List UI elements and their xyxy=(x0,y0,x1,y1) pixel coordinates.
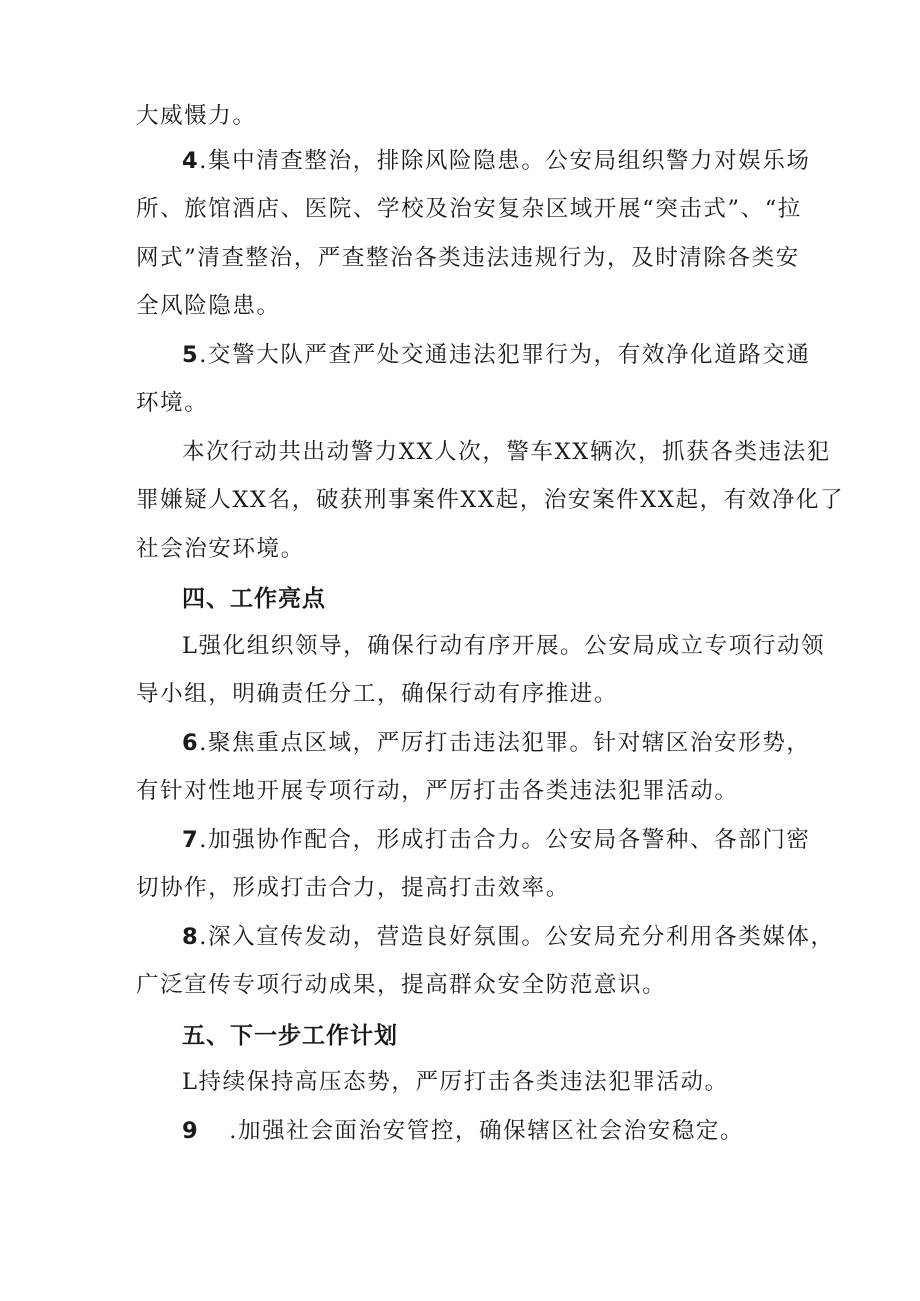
text-line: L持续保持高压态势，严厉打击各类违法犯罪活动。 xyxy=(182,1069,729,1095)
text-line xyxy=(182,825,811,855)
item-number: 7 xyxy=(182,827,200,853)
item-text: .交警大队严查严处交通违法犯罪行为，有效净化道路交通 xyxy=(199,342,811,368)
text-line: 广泛宣传专项行动成果，提高群众安全防范意识。 xyxy=(136,972,667,998)
text-line: 环境。 xyxy=(136,390,209,416)
text-line: 罪嫌疑人XX名，破获刑事案件XX起，治安案件XX起，有效净化了 xyxy=(136,487,845,513)
item-number: 8 xyxy=(182,924,200,950)
text-line: 所、旅馆酒店、医院、学校及治安复杂区域开展“突击式”、“拉 xyxy=(136,196,802,222)
item-text: .集中清查整治，排除风险隐患。公安局组织警力对娱乐场 xyxy=(199,148,811,174)
section-heading: 四、工作亮点 xyxy=(182,586,326,612)
text-line: 有针对性地开展专项行动，严厉打击各类违法犯罪活动。 xyxy=(136,778,739,804)
item-text: .加强社会面治安管控，确保辖区社会治安稳定。 xyxy=(229,1118,745,1144)
text-line: 大威慑力。 xyxy=(136,103,257,129)
text-line: 社会治安环境。 xyxy=(136,536,305,562)
text-line: L强化组织领导，确保行动有序开展。公安局成立专项行动领 xyxy=(182,633,826,659)
item-number: 6 xyxy=(182,730,200,756)
text-line xyxy=(182,1116,744,1146)
text-line xyxy=(182,340,811,370)
text-line: 本次行动共出动警力XX人次，警车XX辆次，抓获各类违法犯 xyxy=(182,439,831,465)
text-line: 切协作，形成打击合力，提高打击效率。 xyxy=(136,875,570,901)
item-text: .深入宣传发动，营造良好氛围。公安局充分利用各类媒体， xyxy=(199,924,835,950)
text-line xyxy=(182,922,835,952)
item-number: 9 xyxy=(182,1118,200,1144)
text-line xyxy=(182,146,811,176)
item-number: 4 xyxy=(182,148,200,174)
text-line: 全风险隐患。 xyxy=(136,293,281,319)
item-text: .聚焦重点区域，严厉打击违法犯罪。针对辖区治安形势， xyxy=(199,730,811,756)
text-line: 导小组，明确责任分工，确保行动有序推进。 xyxy=(136,681,619,707)
text-line xyxy=(182,728,811,758)
item-number: 5 xyxy=(182,342,200,368)
item-text: .加强协作配合，形成打击合力。公安局各警种、各部门密 xyxy=(199,827,811,853)
text-line: 网式”清查整治，严查整治各类违法违规行为，及时清除各类安 xyxy=(136,245,800,271)
section-heading: 五、下一步工作计划 xyxy=(182,1023,398,1049)
